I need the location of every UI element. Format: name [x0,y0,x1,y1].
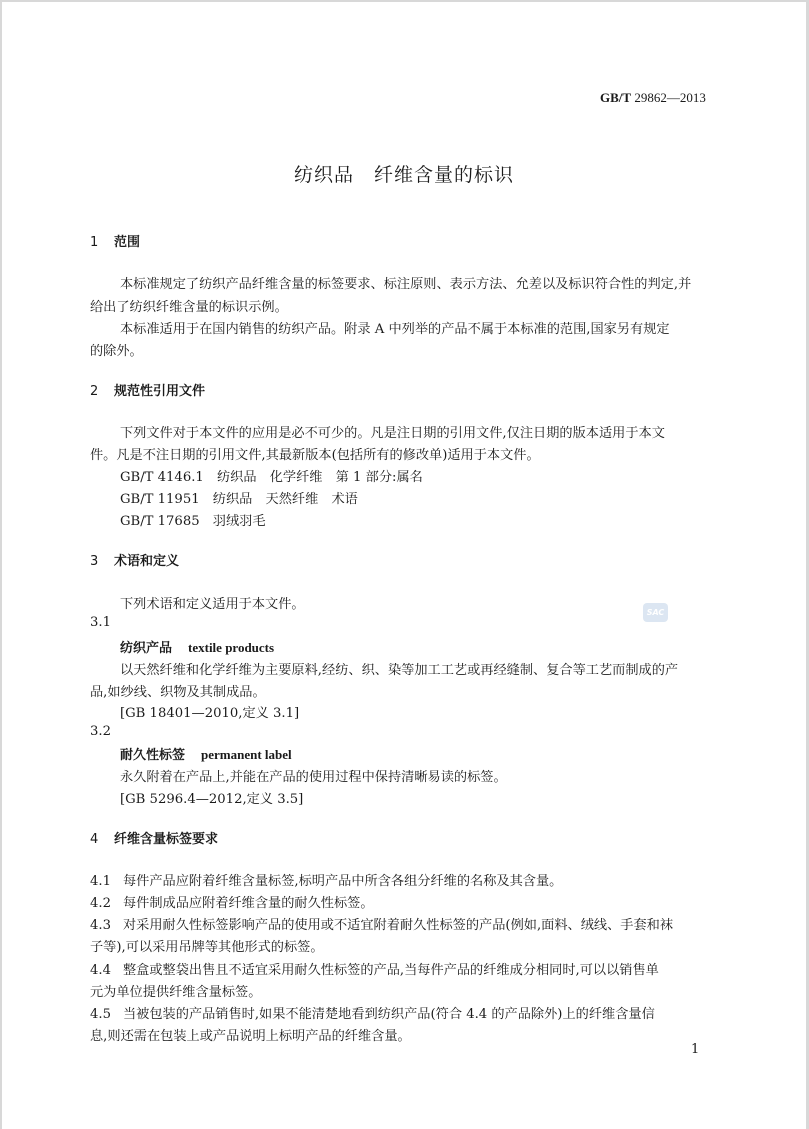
standard-number: GB/T 29862—2013 [600,90,706,105]
section-heading-scope: 1 范围 [90,235,141,250]
clause-item: 4.2 每件制成品应附着纤维含量的耐久性标签。 [90,896,374,911]
term-definition: 永久附着在产品上,并能在产品的使用过程中保持清晰易读的标签。 [120,770,507,785]
page-number: 1 [691,1042,700,1057]
paragraph-line: 给出了纺织纤维含量的标识示例。 [90,300,288,315]
term-definition: 以天然纤维和化学纤维为主要原料,经纺、织、染等加工工艺或再经缝制、复合等工艺而制成的产 [120,663,679,678]
clause-continuation: 息,则还需在包装上或产品说明上标明产品的纤维含量。 [90,1029,411,1044]
clause-item: 4.5 当被包装的产品销售时,如果不能清楚地看到纺织产品(符合 4.4 的产品除外)上的纤维含量信 [90,1007,655,1022]
term-source: [GB 5296.4—2012,定义 3.5] [120,792,304,807]
paragraph-line: 本标准适用于在国内销售的纺织产品。附录 A 中列举的产品不属于本标准的范围,国家另有规定 [120,322,670,337]
term-number: 3.2 [90,724,111,739]
reference-item: GB/T 4146.1 纺织品 化学纤维 第 1 部分:属名 [120,470,423,485]
section-heading-terms: 3 术语和定义 [90,554,180,569]
term-number: 3.1 [90,615,111,630]
clause-continuation: 元为单位提供纤维含量标签。 [90,985,262,1000]
paragraph-line: 下列文件对于本文件的应用是必不可少的。凡是注日期的引用文件,仅注日期的版本适用于本文 [120,426,665,441]
paragraph-line: 下列术语和定义适用于本文件。 [120,597,305,612]
clause-continuation: 子等),可以采用吊牌等其他形式的标签。 [90,940,324,955]
paragraph-line: 本标准规定了纺织产品纤维含量的标签要求、标注原则、表示方法、允差以及标识符合性的判定,并 [120,277,692,292]
sac-watermark-logo: SAC [643,603,668,622]
paragraph-line: 件。凡是不注日期的引用文件,其最新版本(包括所有的修改单)适用于本文件。 [90,448,540,463]
term-title: 耐久性标签 permanent label [120,747,292,763]
section-heading-label-requirements: 4 纤维含量标签要求 [90,832,219,847]
document-page [2,2,806,1129]
clause-item: 4.1 每件产品应附着纤维含量标签,标明产品中所含各组分纤维的名称及其含量。 [90,874,563,889]
reference-item: GB/T 11951 纺织品 天然纤维 术语 [120,492,358,507]
term-source: [GB 18401—2010,定义 3.1] [120,706,300,721]
paragraph-line: 的除外。 [90,344,143,359]
section-heading-normative-references: 2 规范性引用文件 [90,384,206,399]
document-title: 纺织品 纤维含量的标识 [293,164,514,186]
term-title: 纺织产品 textile products [120,640,275,656]
reference-item: GB/T 17685 羽绒羽毛 [120,514,266,529]
term-definition: 品,如纱线、织物及其制成品。 [90,685,266,700]
clause-item: 4.3 对采用耐久性标签影响产品的使用或不适宜附着耐久性标签的产品(例如,面料、绒线、手套和袜 [90,918,674,933]
clause-item: 4.4 整盒或整袋出售且不适宜采用耐久性标签的产品,当每件产品的纤维成分相同时,可以以销售单 [90,963,659,978]
